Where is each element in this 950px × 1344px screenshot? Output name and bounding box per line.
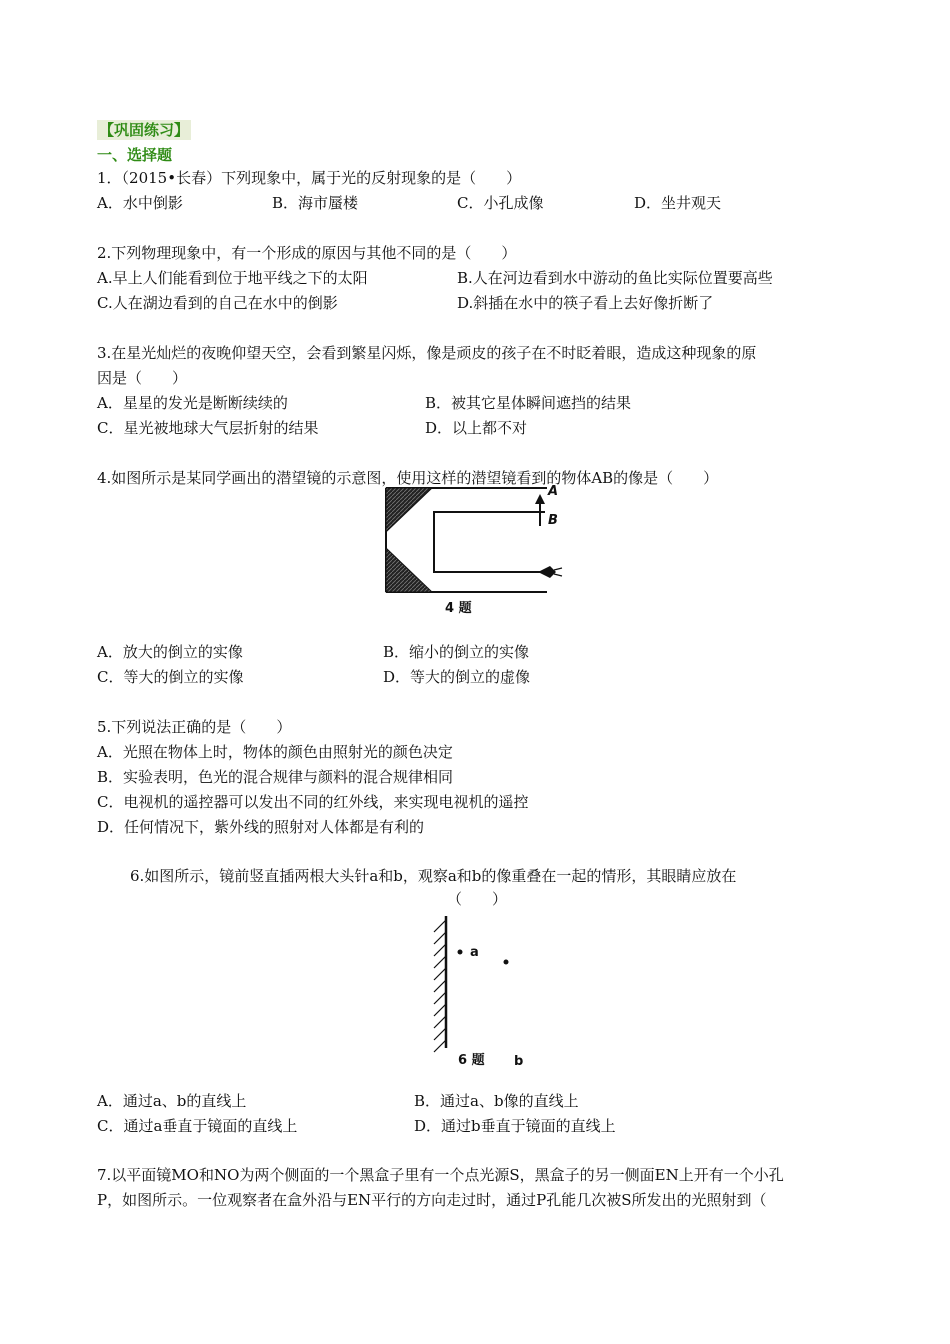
object-arrow-head	[535, 494, 545, 504]
q3-option-b: B．被其它星体瞬间遮挡的结果	[425, 394, 632, 412]
q4-option-c: C．等大的倒立的实像	[97, 668, 244, 686]
q5-stem: 5.下列说法正确的是（ ）	[97, 718, 292, 736]
q6-option-a: A．通过a、b的直线上	[97, 1092, 247, 1110]
q3-stem-line2: 因是（ ）	[97, 369, 188, 387]
q6-stem-line1: 6.如图所示，镜前竖直插两根大头针a和b，观察a和b的像重叠在一起的情形，其眼睛应放在	[130, 867, 737, 885]
q3-option-d: D．以上都不对	[425, 419, 528, 437]
q5-option-b: B．实验表明，色光的混合规律与颜料的混合规律相同	[97, 768, 454, 786]
q3-option-a: A．星星的发光是断断续续的	[97, 394, 288, 412]
q1-option-c: C．小孔成像	[457, 194, 544, 212]
q3-option-c: C．星光被地球大气层折射的结果	[97, 419, 319, 437]
q7-stem-line2: P，如图所示。一位观察者在盒外沿与EN平行的方向走过时，通过P孔能几次被S所发出的光照射到（	[97, 1191, 767, 1209]
mirror-hatching	[434, 920, 446, 1052]
section-title: 【巩固练习】	[99, 121, 190, 139]
pin-a	[458, 950, 463, 955]
figure4-caption: 4 题	[445, 601, 472, 616]
q5-option-d: D．任何情况下，紫外线的照射对人体都是有利的	[97, 818, 425, 836]
periscope-label-b: B	[548, 513, 558, 528]
q1-option-b: B．海市蜃楼	[272, 194, 359, 212]
q1-option-d: D．坐井观天	[634, 194, 722, 212]
mirror-figure	[428, 912, 528, 1052]
periscope-inner-tube	[434, 512, 545, 572]
periscope-label-a: A	[548, 484, 559, 499]
q2-option-b: B.人在河边看到水中游动的鱼比实际位置要高些	[457, 269, 773, 287]
bottom-mirror	[386, 548, 432, 592]
q4-option-d: D．等大的倒立的虚像	[383, 668, 531, 686]
q6-stem-line2: （ ）	[447, 890, 508, 908]
eye-icon	[538, 566, 556, 578]
q1-stem: 1．（2015•长春）下列现象中，属于光的反射现象的是（ ）	[97, 169, 522, 187]
q5-option-a: A．光照在物体上时，物体的颜色由照射光的颜色决定	[97, 743, 453, 761]
pin-b	[504, 960, 509, 965]
q3-stem-line1: 3.在星光灿烂的夜晚仰望天空，会看到繁星闪烁，像是顽皮的孩子在不时眨着眼，造成这种现象的原	[97, 344, 757, 362]
top-mirror	[386, 488, 432, 532]
q4-option-a: A．放大的倒立的实像	[97, 643, 243, 661]
q2-option-a: A.早上人们能看到位于地平线之下的太阳	[97, 269, 368, 287]
pin-label-a: a	[470, 945, 479, 960]
q2-stem: 2.下列物理现象中，有一个形成的原因与其他不同的是（ ）	[97, 244, 517, 262]
q4-option-b: B．缩小的倒立的实像	[383, 643, 530, 661]
pin-label-b: b	[514, 1054, 524, 1069]
q1-option-a: A．水中倒影	[97, 194, 183, 212]
q5-option-c: C．电视机的遥控器可以发出不同的红外线，来实现电视机的遥控	[97, 793, 529, 811]
q4-stem: 4.如图所示是某同学画出的潜望镜的示意图，使用这样的潜望镜看到的物体AB的像是（ ）	[97, 469, 719, 487]
q6-option-c: C．通过a垂直于镜面的直线上	[97, 1117, 298, 1135]
q6-option-b: B．通过a、b像的直线上	[414, 1092, 579, 1110]
q2-option-c: C.人在湖边看到的自己在水中的倒影	[97, 294, 338, 312]
section-subtitle: 一、选择题	[97, 146, 173, 164]
q2-option-d: D.斜插在水中的筷子看上去好像折断了	[457, 294, 714, 312]
q7-stem-line1: 7.以平面镜MO和NO为两个侧面的一个黑盒子里有一个点光源S，黑盒子的另一侧面EN上开有一个小孔	[97, 1166, 784, 1184]
q6-option-d: D．通过b垂直于镜面的直线上	[414, 1117, 616, 1135]
periscope-figure	[380, 484, 580, 596]
figure6-caption: 6 题	[458, 1053, 485, 1068]
